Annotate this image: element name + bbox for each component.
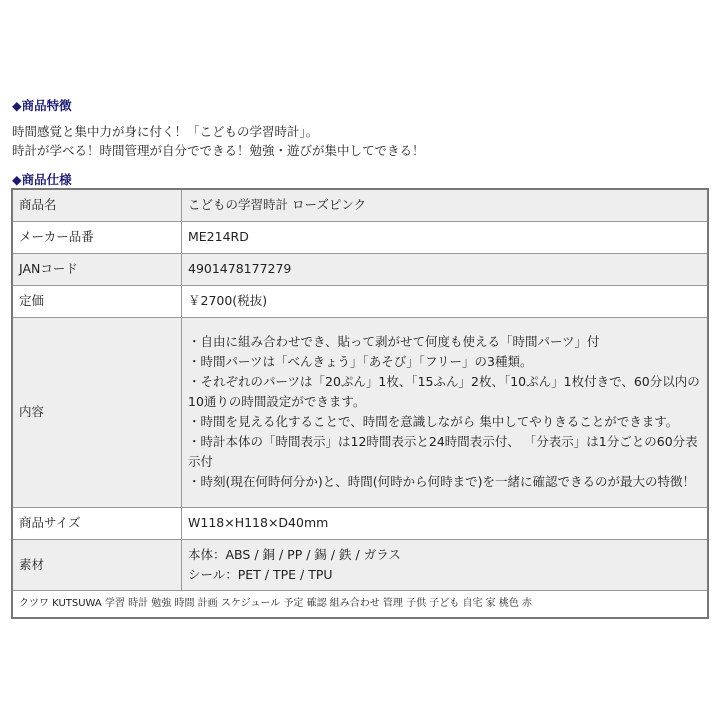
features-line-2: 時計が学べる！時間管理が自分でできる！勉強・遊びが集中してできる！ (12, 143, 425, 158)
spec-value (182, 317, 709, 507)
spec-label: 商品名 (12, 189, 182, 221)
spec-value (182, 539, 709, 590)
spec-value-line: こどもの学習時計 ローズピンク (188, 197, 367, 213)
spec-value-line: W118×H118×D40mm (188, 515, 329, 530)
spec-row (12, 189, 708, 221)
spec-value-line: 4901478177279 (188, 261, 292, 276)
features-heading: ◆商品特徴 (12, 98, 72, 113)
spec-row (12, 221, 708, 253)
spec-row (12, 253, 708, 285)
features-line-1: 時間感覚と集中力が身に付く！「こどもの学習時計」。 (12, 124, 319, 139)
spec-value-line: ・それぞれのパーツは「20ぷん」1枚、「15ふん」2枚、「10ぷん」1枚付きで、60分以内の10通りの時間設定ができます。 (188, 374, 700, 409)
spec-value (182, 221, 709, 253)
spec-value-line: シール：PET / TPE / TPU (188, 566, 333, 582)
spec-value-line: ME214RD (188, 229, 249, 244)
spec-label: JANコード (12, 253, 182, 285)
spec-row (12, 539, 708, 590)
spec-label: 定価 (12, 285, 182, 317)
spec-label: 内容 (12, 317, 182, 507)
spec-label: メーカー品番 (12, 221, 182, 253)
spec-value-line: ・時間パーツは「べんきょう」「あそび」「フリー」の3種類。 (188, 354, 533, 369)
spec-value-line: ・時間を見える化することで、時間を意識しながら 集中してやりきることができます。 (188, 414, 679, 429)
keywords-row (12, 590, 708, 618)
specs-heading: ◆商品仕様 (12, 172, 72, 187)
spec-value (182, 253, 709, 285)
spec-row (12, 507, 708, 539)
specs-table (11, 188, 709, 619)
keywords: クツワ KUTSUWA 学習 時計 勉強 時間 計画 スケジュール 予定 確認 組み合わせ 管理 子供 子ども 自宅 家 桃色 赤 (12, 590, 708, 618)
spec-value (182, 285, 709, 317)
spec-value-line: 本体：ABS / 銅 / PP / 錫 / 鉄 / ガラス (188, 546, 401, 562)
spec-value-line: ・時刻(現在何時何分か)と、時間(何時から何時まで)を一緒に確認できるのが最大の特徴！ (188, 474, 696, 489)
spec-row (12, 317, 708, 507)
spec-value-line: ￥2700(税抜) (188, 293, 268, 308)
spec-label: 商品サイズ (12, 507, 182, 539)
spec-value (182, 189, 709, 221)
spec-value-line: ・時計本体の「時間表示」は12時間表示と24時間表示付、 「分表示」は1分ごとの60分表示付 (188, 434, 698, 469)
spec-row (12, 285, 708, 317)
spec-label: 素材 (12, 539, 182, 590)
spec-value-line: ・自由に組み合わせでき、貼って剥がせて何度も使える「時間パーツ」付 (188, 334, 600, 349)
spec-value (182, 507, 709, 539)
